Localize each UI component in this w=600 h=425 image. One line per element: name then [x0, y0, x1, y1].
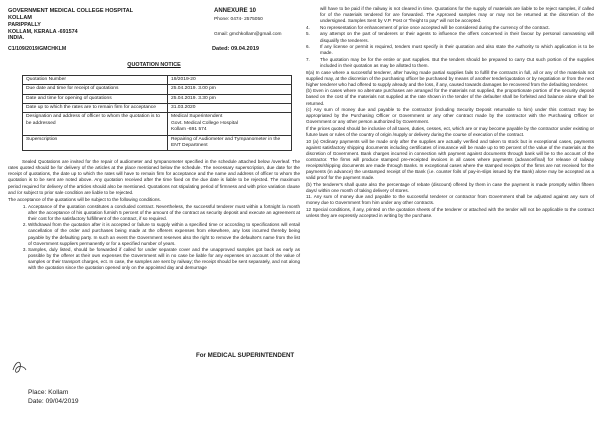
condition-paragraph [306, 107, 594, 125]
handwritten-signature-icon [10, 356, 130, 378]
annexure-label: ANNEXURE 10 [214, 8, 257, 14]
place-line: Place: Kollam [28, 389, 69, 396]
table-key-cell: Date and time for opening of quotations [23, 94, 168, 103]
condition-text: No representation for enhancement of price once accepted will be considered during the currency of the contract. [320, 24, 550, 30]
phone-number: Phone: 0474- 2575050 [214, 17, 263, 22]
table-key-cell: Date up to which the rates are to remain firm for acceptance [23, 104, 168, 113]
address-line1: PARIPPALLY [8, 21, 41, 28]
condition-number: 5. [306, 31, 310, 37]
conditions-heading: The acceptance of the quotations will be subject to the following conditions. [8, 196, 161, 202]
condition-text: any attempt on the part of tenderers or their agents to influence the offers concerned in their favour by personal canvassing will disqualify the tenderers. [320, 31, 594, 43]
reference-number: C1/109/2019/GMCHKLM [8, 45, 67, 52]
condition-text: (b) The tenderer's shall quote also the percentage of rebate (discount) offered by them in case the payment is made promptly within fifteen days/ within one month of taking delivery of stores. [306, 181, 594, 193]
address-line3: INDIA. [8, 35, 25, 42]
condition-paragraph [306, 194, 594, 206]
place-date-block [28, 388, 79, 406]
table-key-cell: Quotation Number [23, 75, 168, 84]
condition-text: will have to be paid if the railway is not cleared in time. Quotations for the supply of materials are liable to be reject samples, if called for of the materials tendered for are forwarded. The Approved samples may or may not be returned at the discretion of the undersigned. Samples Sent by V.P. Post or "freight to pay" will not be accepted. [320, 6, 594, 24]
condition-paragraph [306, 182, 594, 194]
condition-paragraph [306, 88, 594, 106]
org-name-line1: GOVERNMENT MEDICAL COLLEGE HOSPITAL [8, 8, 134, 14]
condition-text: (c) Any sum of money due and payable to the contractor (including Security Deposit returnable to him) under this contract may be appropriated by the Purchasing Officer or Government or any other contract made by the contractor with the Purchasing Officer or Government or any other person authorized by Government. [306, 107, 594, 125]
condition-paragraph [306, 31, 594, 43]
condition-paragraph [306, 6, 594, 24]
date-line: Date: 09/04/2019 [28, 398, 79, 406]
letterhead [8, 8, 300, 42]
condition-number: 6. [306, 44, 310, 50]
org-name-line2: KOLLAM [8, 14, 32, 21]
table-value-cell: Repairing of Audiometer and Tympanometer in the ENT Department [168, 135, 292, 151]
condition-text: If the prices quoted should be inclusive of all taxes, duties, cesses, ect, which are or may become payable by the contractor under existing or future laws or rules of the country of origin /supply or delivery during the course of execution of the contract. [306, 125, 594, 137]
condition-paragraph [306, 57, 594, 69]
condition-number: 4. [306, 24, 310, 30]
table-key-cell: Superscription [23, 135, 168, 151]
condition-number: 7. [306, 56, 310, 62]
condition-text: The quotation may be for the entire or part supplies. But the tenders should be prepared to carry Out such portion of the supplies included in their quotation as may be allotted to them. [320, 56, 594, 68]
condition-paragraph [306, 44, 594, 56]
table-row [23, 85, 292, 94]
condition-text: 8(a) In case where a successful tenderer, after having made partial supplies fails to fulfill the contracts in full, all or any of the materials not supplied may, at the discretion of the purchasing officer be purchased by means of another tender/quotation or by negotiation or from the next higher tenderer who had offered to supply already and the loss, if any, caused towards damages be recovered from the defaulting tenderer. [306, 69, 594, 87]
conditions-continued [306, 6, 594, 219]
table-value-cell: 31.03.2020 [168, 104, 292, 113]
table-row [23, 135, 292, 151]
quotation-details-table [22, 75, 292, 151]
condition-text: If any license or permit is required, tenders must specify in their quotation and also state the Authority to which application is to be made. [320, 44, 594, 56]
condition-item: 3. Samples, duly listed, should be forwarded if called for under separate cover and the unapproved samples got back as early as possible by the offerer at their own expenses the Government will in no case be liable for any expenses on account of the value of samples or their transport charges, ect. In case, the samples are sent by railway; the receipt should be sent separately, and not along with the quotation since the quotation opened only on the appointed day and demurrage [28, 247, 300, 271]
email-address: Gmail: gmchkollam@gmail.com [214, 32, 282, 37]
signatory-designation: For MEDICAL SUPERINTENDENT [196, 352, 295, 359]
conditions-list [8, 204, 300, 272]
table-key-cell: Due date and time for receipt of quotations [23, 85, 168, 94]
notice-title: QUOTATION NOTICE [127, 61, 181, 68]
table-value-cell: 25.04.2019. 3.30 pm [168, 94, 292, 103]
condition-text: 11. Any sum of money due and payable to the successful tenderer or contractor from Government shall be adjusted against any sum of money due to Government from him under any other contracts. [306, 194, 594, 206]
table-value-cell: 25.04.2019. 3.00 pm [168, 85, 292, 94]
condition-text: 10 (a) Ordinary payments will be made only after the supplies are actually verified and taken to stock but in exceptional cases, payments against satisfactory shipping documents including certificates of insurance will be made up to 90 percent of the value of the materials at the discretion of Government. Bank charges incurred in connection with payment against documents through bank will be to the account of the contractor. The firms will produce stamped pre-receipted invoices in all cases where payments (advance/final) for release of railway receipts/shipping documents are made through Banks. In exceptional cases where the stamped receipts of the firms are not received for the payments (in advance) the unstamped receipt of the Bank (i.e. counter foils of pay-in-slips issued by the Bank) alone may be accepted as a valid proof for the payment made. [306, 138, 594, 181]
reference-line [8, 46, 300, 54]
condition-text: (b) Even in cases where no alternate purchases are arranged for the materials not supplied, the proportionate portion of the security deposit based on the cost of the materials not supplied at the rate shown in the tender of the defaulter shall be forfeited and balance alone shall be returned. [306, 88, 594, 106]
table-value-cell: Medical Superintendent Govt. Medical College Hospital Kollam -691 574 [168, 113, 292, 135]
table-key-cell: Designation and address of officer to whom the quotation is to be addressed [23, 113, 168, 135]
condition-paragraph [306, 207, 594, 219]
table-row [23, 94, 292, 103]
condition-paragraph [306, 70, 594, 88]
table-row [23, 113, 292, 135]
right-column [306, 6, 594, 220]
table-value-cell: 19/2019-20 [168, 75, 292, 84]
intro-paragraph: Sealed Quotations are invited for the repair of audiometer and tympanometer specified in the schedule attached below /overleaf. The rates quoted should be for delivery of the articles at the place mentioned below the schedule. The necessary superscription, due date for the receipt of quotations, the date up to which the rates will have to remain firm for acceptance and the name and address of officer to whom the quotation is to be sent are noted above. Any quotation received after the time fixed on the due date is liable to be rejected. The maximum period required for delivery of the articles should also be mentioned. Quotations not stipulating period of firmness and with price variation clause and /or subject to prior sale condition are liable to be rejected. [8, 159, 300, 195]
table-row [23, 104, 292, 113]
condition-paragraph [306, 25, 594, 31]
issue-date: Dated: 09.04.2019 [212, 45, 259, 52]
condition-paragraph [306, 139, 594, 181]
condition-item: 2. Withdrawal from the quotation after it is accepted or failure to supply within a specified time or according to specifications will entail cancellation of the order and purchases being made at the offerers expenses from elsewhere, any loss incurred thereby being payable by the defaulting party. In such an event the Government reserves also the right to remove the defaulter's name from the list of Government suppliers permanently or for a specified number of years. [28, 222, 300, 246]
condition-text: 12 Special conditions, if any, printed on the quotation sheets of the tenderer or attached with the tender will not be applicable to the contract unless they are expressly accepted in writing by the purchase. [306, 207, 594, 219]
address-line2: KOLLAM, KERALA -691574 [8, 28, 78, 35]
condition-paragraph [306, 126, 594, 138]
condition-item: 1. Acceptance of the quotation constitutes a concluded contract. Nevertheless, the successful tenderer must within a fortnight /a month after the acceptance of his quotation furnish 5 percent of the amount of the contract as security deposit and execute an agreement at their cost for the satisfactory fulfillment of the contract, if so required. [28, 204, 300, 222]
left-column [8, 8, 300, 272]
table-row [23, 75, 292, 84]
